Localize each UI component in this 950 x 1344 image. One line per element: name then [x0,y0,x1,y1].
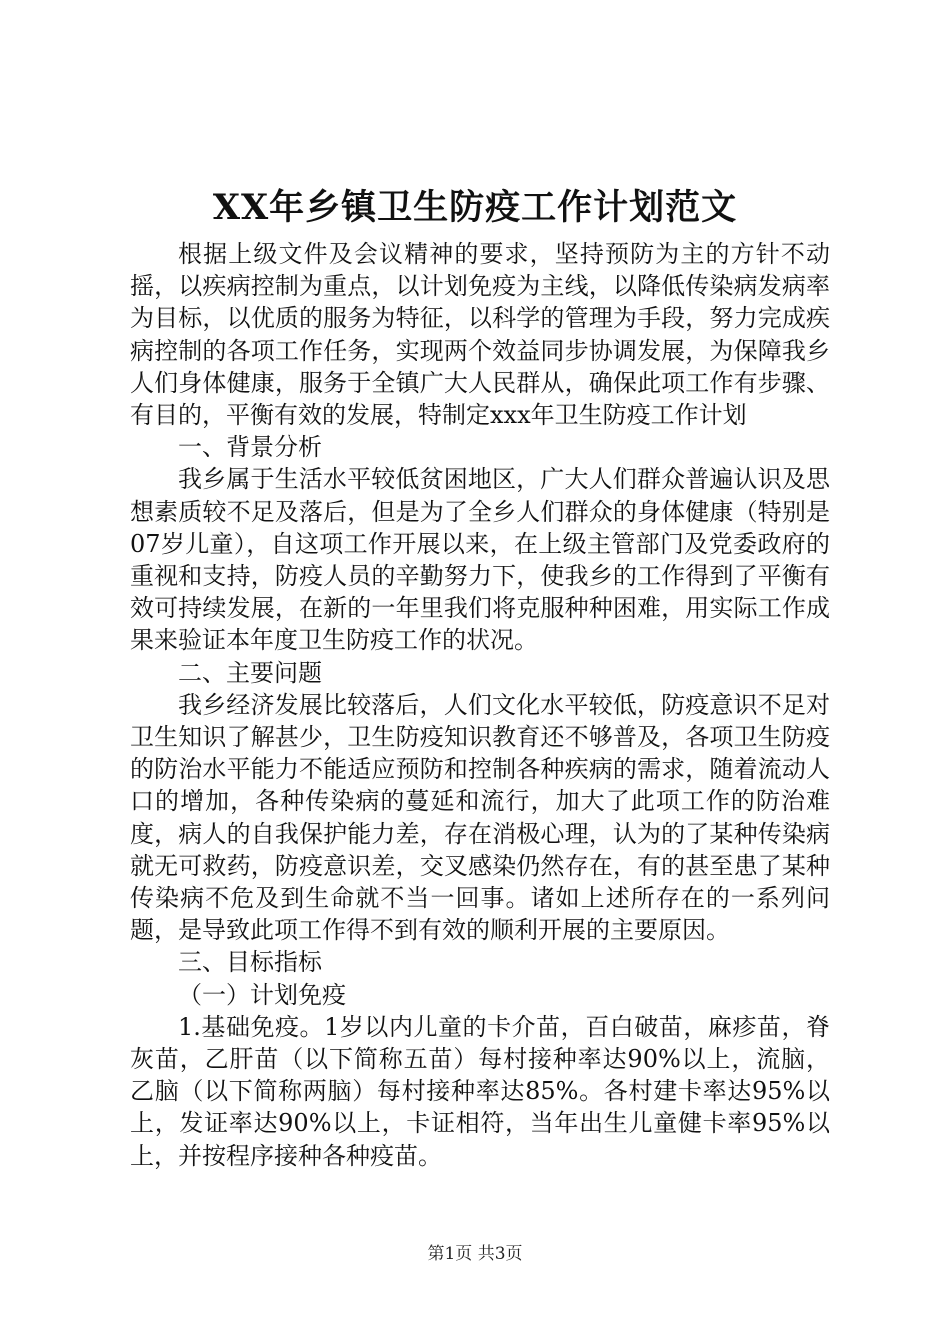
document-title: XX年乡镇卫生防疫工作计划范文 [212,187,738,228]
document-body [130,238,830,1172]
background-paragraph: 我乡属于生活水平较低贫困地区，广大人们群众普遍认识及思想素质较不足及落后，但是为了全乡人们群众的身体健康（特别是07岁儿童），自这项工作开展以来，在上级主管部门及党委政府的重视和支持，防疫人员的辛勤努力下，使我乡的工作得到了平衡有效可持续发展，在新的一年里我们将克服种种困难，用实际工作成果来验证本年度卫生防疫工作的状况。 [130,465,830,655]
subsection-heading-immunization: （一）计划免疫 [178,980,346,1009]
intro-paragraph: 根据上级文件及会议精神的要求，坚持预防为主的方针不动摇，以疾病控制为重点，以计划免疫为主线，以降低传染病发病率为目标，以优质的服务为特征，以科学的管理为手段，努力完成疾病控制的各项工作任务，实现两个效益同步协调发展，为保障我乡人们身体健康，服务于全镇广大人民群从，确保此项工作有步骤、有目的，平衡有效的发展，特制定xxx年卫生防疫工作计划 [130,240,830,430]
basic-immunization-paragraph: 1.基础免疫。1岁以内儿童的卡介苗，百白破苗，麻疹苗，脊灰苗，乙肝苗（以下简称五苗）每村接种率达90%以上，流脑，乙脑（以下简称两脑）每村接种率达85%。各村建卡率达95%以上，发证率达90%以上，卡证相符，当年出生儿童健卡率95%以上，并按程序接种各种疫苗。 [130,1012,830,1170]
problems-paragraph: 我乡经济发展比较落后，人们文化水平较低，防疫意识不足对卫生知识了解甚少，卫生防疫知识教育还不够普及，各项卫生防疫的防治水平能力不能适应预防和控制各种疾病的需求，随着流动人口的增加，各种传染病的蔓延和流行，加大了此项工作的防治难度，病人的自我保护能力差，存在消极心理，认为的了某种传染病就无可救药，防疫意识差，交叉感染仍然存在，有的甚至患了某种传染病不危及到生命就不当一回事。诸如上述所存在的一系列问题，是导致此项工作得不到有效的顺利开展的主要原因。 [130,690,830,945]
section-heading-problems: 二、主要问题 [178,658,322,687]
section-heading-background: 一、背景分析 [178,433,322,462]
section-heading-targets: 三、目标指标 [178,948,322,977]
page-number-footer: 第1页 共3页 [427,1244,523,1264]
